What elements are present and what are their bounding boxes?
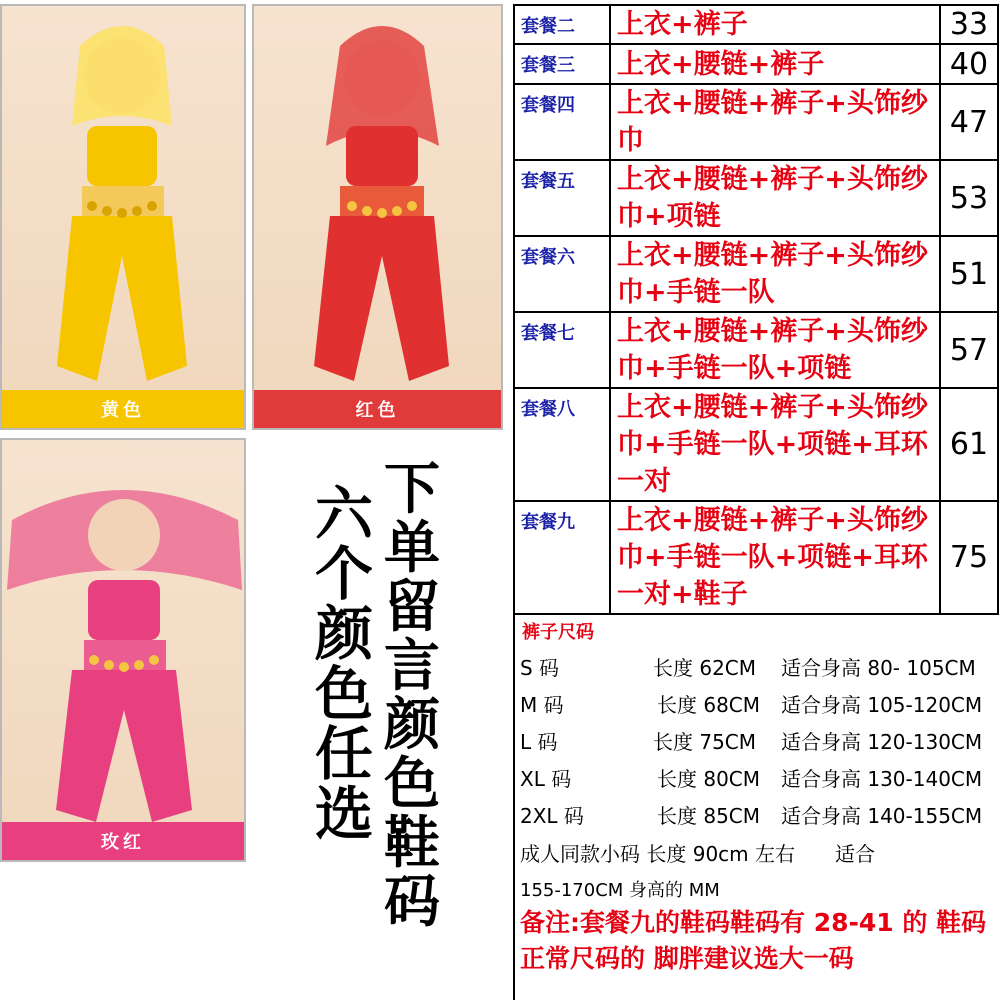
table-row bbox=[514, 44, 998, 84]
package-name: 套餐五 bbox=[514, 160, 610, 236]
package-price: 75 bbox=[940, 501, 998, 614]
table-row bbox=[514, 501, 998, 614]
size-label: L 码 bbox=[520, 730, 558, 754]
size-length: 长度 62CM bbox=[653, 656, 757, 680]
product-photo-red bbox=[252, 4, 503, 430]
size-length: 长度 80CM bbox=[657, 767, 761, 791]
table-row bbox=[514, 160, 998, 236]
dancer-yellow-illustration bbox=[2, 6, 246, 430]
dancer-red-illustration bbox=[254, 6, 503, 430]
slogan-six-colors: 六个颜色任选 bbox=[314, 480, 373, 848]
package-name: 套餐三 bbox=[514, 44, 610, 84]
package-price: 40 bbox=[940, 44, 998, 84]
package-price-table bbox=[513, 4, 999, 615]
table-row bbox=[514, 236, 998, 312]
size-length: 长度 75CM bbox=[653, 730, 757, 754]
package-name: 套餐四 bbox=[514, 84, 610, 160]
size-height: 适合身高 105-120CM bbox=[781, 693, 983, 717]
size-height: 适合身高 120-130CM bbox=[781, 730, 983, 754]
package-name: 套餐二 bbox=[514, 5, 610, 44]
table-row bbox=[514, 388, 998, 501]
table-row bbox=[514, 5, 998, 44]
package-price: 51 bbox=[940, 236, 998, 312]
photo-caption: 红色 bbox=[254, 390, 501, 428]
package-items: 上衣+裤子 bbox=[610, 5, 940, 44]
table-row bbox=[514, 312, 998, 388]
adult-size-line-2: 155-170CM 身高的 MM bbox=[520, 880, 720, 901]
size-length: 长度 68CM bbox=[657, 693, 761, 717]
product-photo-yellow bbox=[0, 4, 246, 430]
package-name: 套餐六 bbox=[514, 236, 610, 312]
package-price: 53 bbox=[940, 160, 998, 236]
package-name: 套餐七 bbox=[514, 312, 610, 388]
package-items: 上衣+腰链+裤子+头饰纱巾 bbox=[610, 84, 940, 160]
size-height: 适合身高 130-140CM bbox=[781, 767, 983, 791]
dancer-rose-illustration bbox=[2, 440, 246, 862]
table-row bbox=[514, 84, 998, 160]
package-price: 61 bbox=[940, 388, 998, 501]
package-price: 33 bbox=[940, 5, 998, 44]
size-chart-title: 裤子尺码 bbox=[522, 622, 594, 643]
package-name: 套餐九 bbox=[514, 501, 610, 614]
size-label: XL 码 bbox=[520, 767, 572, 791]
photo-caption: 玫红 bbox=[2, 822, 244, 860]
size-height: 适合身高 140-155CM bbox=[781, 804, 983, 828]
package-items: 上衣+腰链+裤子+头饰纱巾+项链 bbox=[610, 160, 940, 236]
size-height: 适合身高 80- 105CM bbox=[781, 656, 976, 680]
slogan-leave-message: 下单留言颜色鞋码 bbox=[384, 457, 440, 935]
package-price: 47 bbox=[940, 84, 998, 160]
package-items: 上衣+腰链+裤子+头饰纱巾+手链一队+项链 bbox=[610, 312, 940, 388]
size-length: 长度 85CM bbox=[657, 804, 761, 828]
package-items: 上衣+腰链+裤子 bbox=[610, 44, 940, 84]
package-price: 57 bbox=[940, 312, 998, 388]
package-name: 套餐八 bbox=[514, 388, 610, 501]
adult-size-line-1: 成人同款小码 长度 90cm 左右 适合 bbox=[520, 842, 875, 866]
size-label: 2XL 码 bbox=[520, 804, 584, 828]
size-label: M 码 bbox=[520, 693, 564, 717]
size-label: S 码 bbox=[520, 656, 560, 680]
product-photo-rose bbox=[0, 438, 246, 862]
package-items: 上衣+腰链+裤子+头饰纱巾+手链一队+项链+耳环一对 bbox=[610, 388, 940, 501]
package-items: 上衣+腰链+裤子+头饰纱巾+手链一队 bbox=[610, 236, 940, 312]
shoe-size-note: 备注:套餐九的鞋码鞋码有 28-41 的 鞋码正常尺码的 脚胖建议选大一码 bbox=[520, 908, 987, 973]
photo-caption: 黄色 bbox=[2, 390, 244, 428]
package-items: 上衣+腰链+裤子+头饰纱巾+手链一队+项链+耳环一对+鞋子 bbox=[610, 501, 940, 614]
